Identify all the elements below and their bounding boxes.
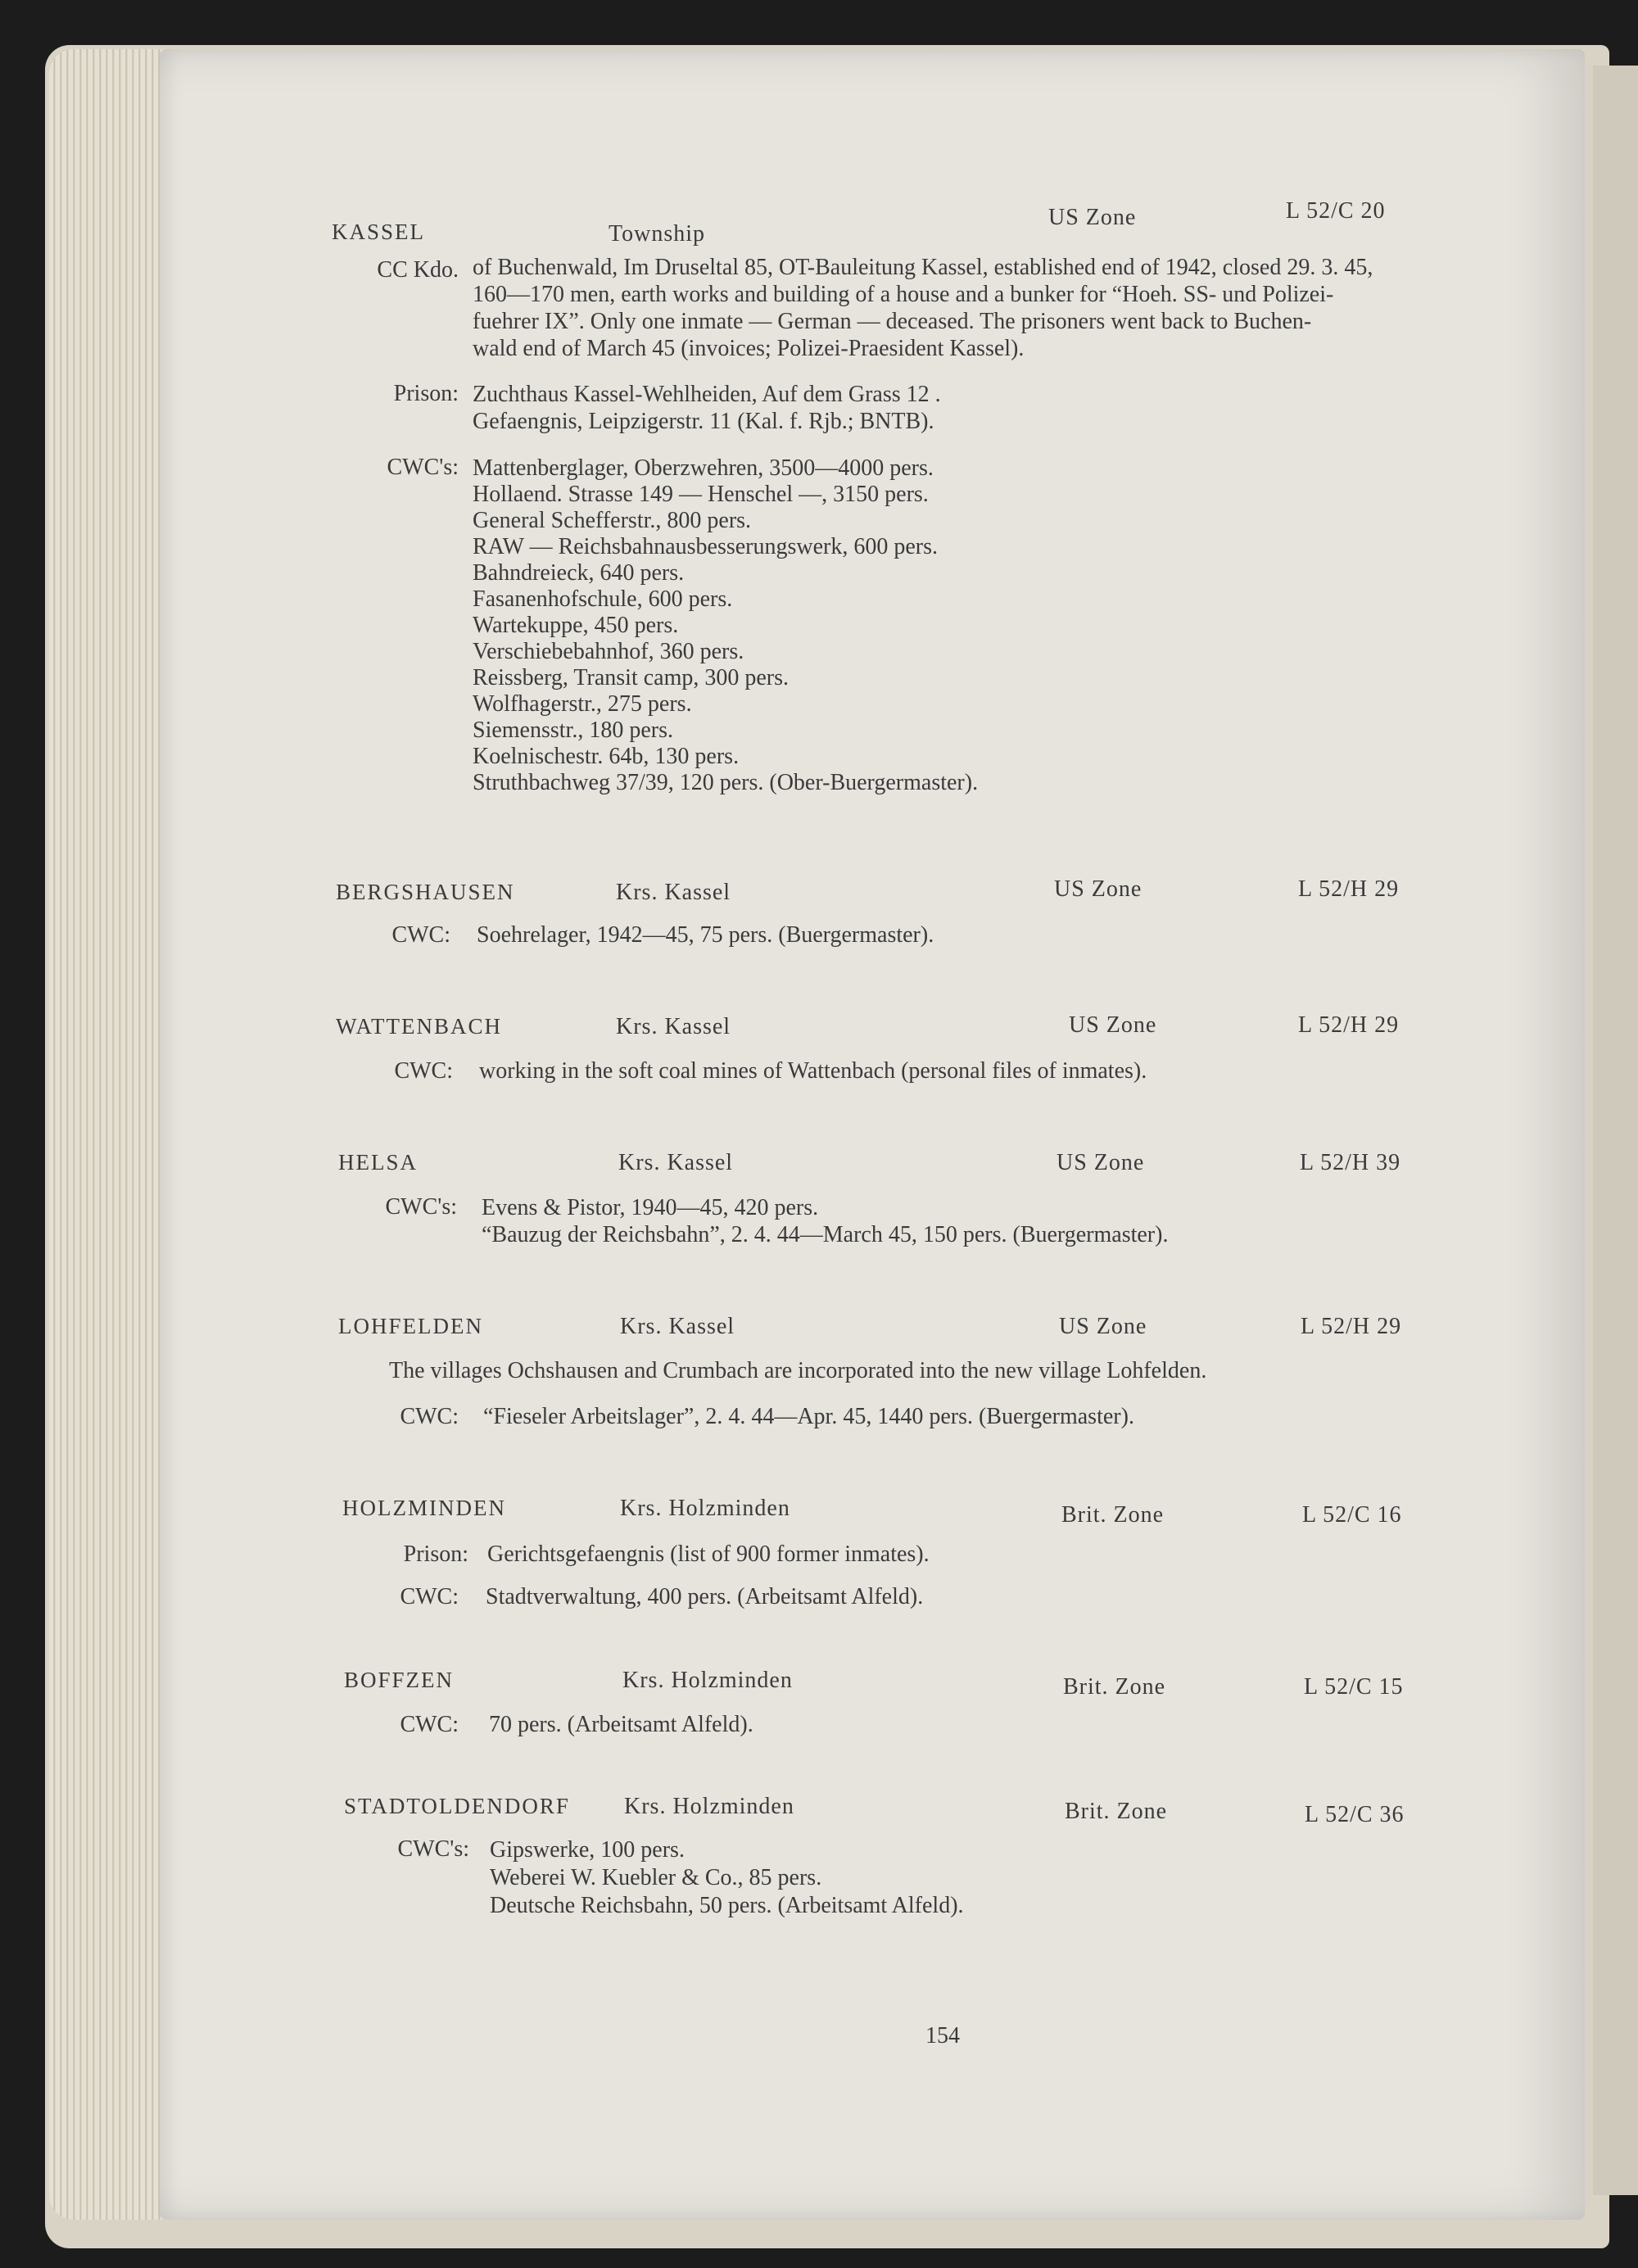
text-line: Zuchthaus Kassel-Wehlheiden, Auf dem Grass 12 . [473,382,941,407]
item-label: CWC's: [385,1194,457,1220]
text-line: “Bauzug der Reichsbahn”, 2. 4. 44—March 45, 150 pers. (Buergermaster). [482,1222,1169,1247]
district: Krs. Holzminden [620,1496,790,1521]
map-reference: L 52/H 29 [1298,876,1400,902]
place-name: BERGSHAUSEN [336,880,515,904]
item-label: CWC: [391,922,450,948]
text-line: Mattenberglager, Oberzwehren, 3500—4000 pers. [473,455,934,481]
place-name: WATTENBACH [336,1014,502,1039]
district: Krs. Kassel [618,1150,734,1175]
map-reference: L 52/H 29 [1298,1012,1400,1038]
district: Krs. Kassel [620,1314,735,1339]
item-label: Prison: [403,1541,468,1567]
item-label: CWC: [394,1058,453,1084]
text-line: Stadtverwaltung, 400 pers. (Arbeitsamt Alfeld). [486,1584,924,1609]
text-line: Hollaend. Strasse 149 — Henschel —, 3150 pers. [473,482,929,507]
text-line: Evens & Pistor, 1940—45, 420 pers. [482,1195,819,1220]
place-name: HOLZMINDEN [342,1496,506,1520]
place-name: LOHFELDEN [338,1314,483,1338]
place-name: STADTOLDENDORF [344,1794,570,1818]
district: Krs. Kassel [616,1014,731,1039]
zone: US Zone [1069,1012,1157,1038]
item-label: CWC's: [387,455,459,480]
district: Krs. Holzminden [624,1794,794,1819]
zone: US Zone [1048,205,1137,230]
text-line: 70 pers. (Arbeitsamt Alfeld). [489,1712,753,1737]
zone: Brit. Zone [1061,1502,1165,1528]
district: Krs. Holzminden [622,1668,793,1693]
text-line: Wolfhagerstr., 275 pers. [473,691,692,717]
map-reference: L 52/C 36 [1305,1802,1405,1827]
item-label: CWC: [400,1712,459,1737]
text-line: Verschiebebahnhof, 360 pers. [473,639,744,664]
text-line: Weberei W. Kuebler & Co., 85 pers. [490,1865,822,1890]
item-label: CC Kdo. [377,257,459,283]
text-line: 160—170 men, earth works and building of a house and a bunker for “Hoeh. SS- und Polizei- [473,282,1334,307]
text-line: Gefaengnis, Leipzigerstr. 11 (Kal. f. Rjb.; BNTB). [473,409,934,434]
place-name: KASSEL [332,220,426,244]
place-name: BOFFZEN [344,1668,455,1692]
map-reference: L 52/C 16 [1302,1502,1402,1528]
map-reference: L 52/C 15 [1304,1674,1404,1700]
text-line: Deutsche Reichsbahn, 50 pers. (Arbeitsamt Alfeld). [490,1893,964,1918]
zone: US Zone [1057,1150,1145,1175]
map-reference: L 52/C 20 [1286,198,1386,224]
text-line: of Buchenwald, Im Druseltal 85, OT-Bauleitung Kassel, established end of 1942, closed 29. 3. 45, [473,255,1373,280]
place-name: HELSA [338,1150,418,1175]
zone: US Zone [1054,876,1143,902]
text-line: Gerichtsgefaengnis (list of 900 former inmates). [487,1541,930,1567]
text-line: “Fieseler Arbeitslager”, 2. 4. 44—Apr. 45, 1440 pers. (Buergermaster). [483,1404,1134,1429]
item-label: Prison: [393,381,459,406]
text-line: Struthbachweg 37/39, 120 pers. (Ober-Buergermaster). [473,770,979,795]
text-line: Fasanenhofschule, 600 pers. [473,586,733,612]
text-line: Koelnischestr. 64b, 130 pers. [473,744,740,769]
text-line: Soehrelager, 1942—45, 75 pers. (Buergermaster). [477,922,934,948]
text-line: working in the soft coal mines of Wattenbach (personal files of inmates). [479,1058,1147,1084]
item-label: CWC: [400,1404,459,1429]
text-line: General Schefferstr., 800 pers. [473,508,752,533]
text-line: Wartekuppe, 450 pers. [473,613,679,638]
zone: Brit. Zone [1063,1674,1166,1700]
text-line: Reissberg, Transit camp, 300 pers. [473,665,790,690]
district: Krs. Kassel [616,880,731,905]
map-reference: L 52/H 29 [1301,1314,1402,1339]
text-line: wald end of March 45 (invoices; Polizei-Praesident Kassel). [473,336,1025,361]
text-line: Siemensstr., 180 pers. [473,718,673,743]
text-line: Bahndreieck, 640 pers. [473,560,685,586]
item-label: CWC's: [397,1836,469,1862]
text-line: RAW — Reichsbahnausbesserungswerk, 600 pers. [473,534,939,559]
item-label: CWC: [400,1584,459,1609]
text-line: Gipswerke, 100 pers. [490,1837,685,1863]
text-line: fuehrer IX”. Only one inmate — German — deceased. The prisoners went back to Buchen- [473,309,1312,334]
page-number: 154 [925,2023,960,2048]
zone: US Zone [1059,1314,1147,1339]
zone: Brit. Zone [1065,1799,1168,1824]
map-reference: L 52/H 39 [1300,1150,1401,1175]
district: Township [609,221,706,247]
note: The villages Ochshausen and Crumbach are incorporated into the new village Lohfelden. [389,1358,1207,1383]
